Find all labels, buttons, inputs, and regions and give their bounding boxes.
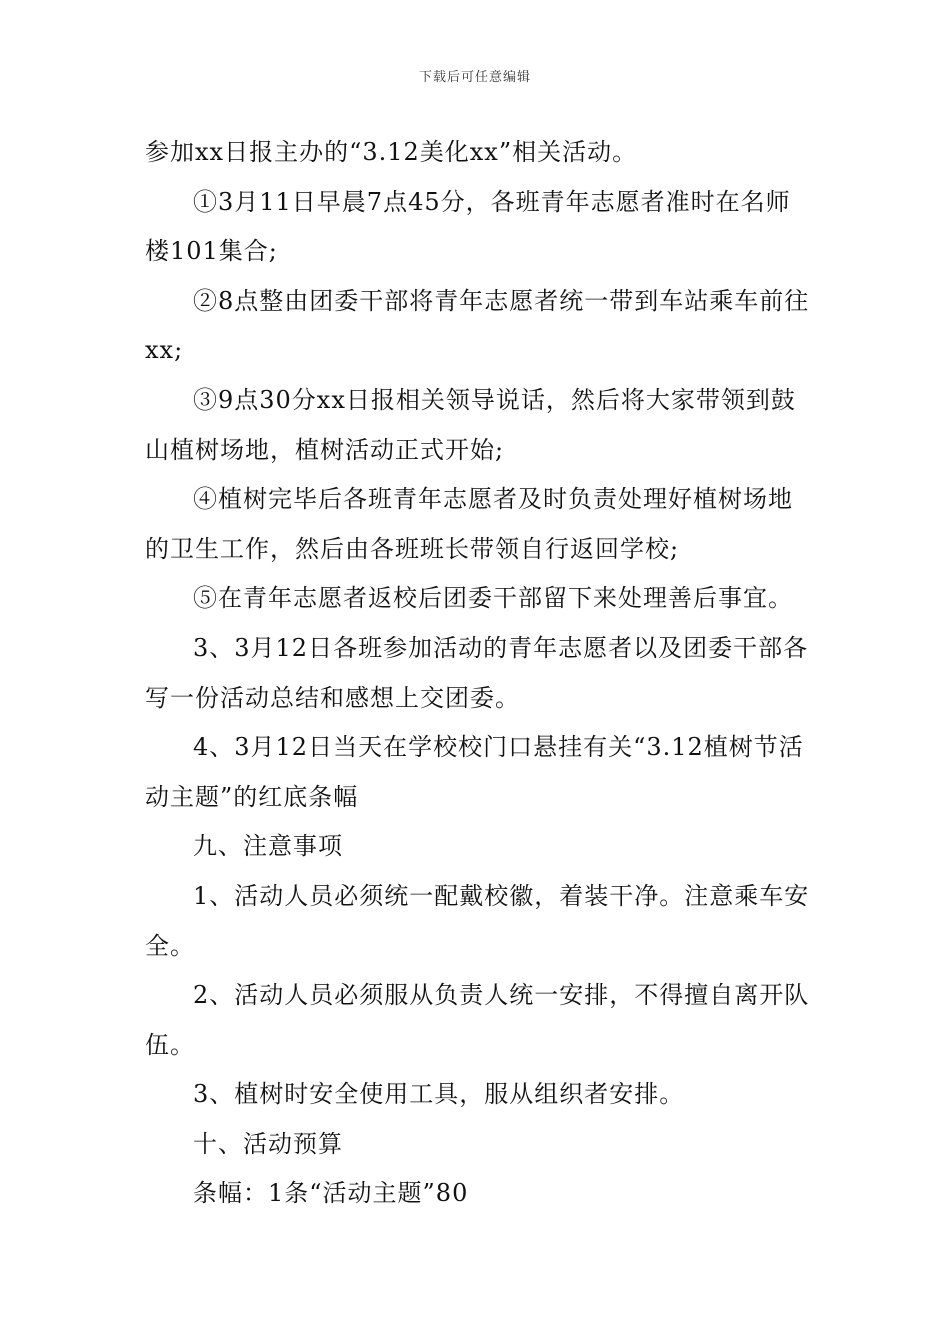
paragraph-step-2: ②8点整由团委干部将青年志愿者统一带到车站乘车前往xx; [145, 286, 810, 365]
paragraph-1: 参加xx日报主办的“3.12美化xx”相关活动。 [145, 138, 638, 166]
section-heading-notes: 九、注意事项 [193, 832, 343, 861]
paragraph-item-3: 3、3月12日各班参加活动的青年志愿者以及团委干部各写一份活动总结和感想上交团委。 [145, 633, 809, 712]
page-header: 下载后可任意编辑 [418, 70, 531, 85]
paragraph-budget-banner: 条幅：1条“活动主题”80 [193, 1179, 469, 1208]
paragraph-step-5: ⑤在青年志愿者返校后团委干部留下来处理善后事宜。 [193, 584, 793, 613]
document-body [145, 128, 810, 1219]
paragraph-item-4: 4、3月12日当天在学校校门口悬挂有关“3.12植树节活动主题”的红底条幅 [145, 733, 804, 811]
paragraph-note-1: 1、活动人员必须统一配戴校徽，着装干净。注意乘车安全。 [145, 881, 810, 960]
paragraph-step-1: ①3月11日早晨7点45分，各班青年志愿者准时在名师楼101集合; [145, 187, 791, 266]
paragraph-step-4: ④植树完毕后各班青年志愿者及时负责处理好植树场地的卫生工作，然后由各班班长带领自行返回学校; [145, 485, 793, 563]
paragraph-note-3: 3、植树时安全使用工具，服从组织者安排。 [193, 1080, 685, 1109]
paragraph-step-3: ③9点30分xx日报相关领导说话，然后将大家带领到鼓山植树场地，植树活动正式开始; [145, 385, 796, 464]
section-heading-budget: 十、活动预算 [193, 1129, 343, 1158]
paragraph-note-2: 2、活动人员必须服从负责人统一安排，不得擅自离开队伍。 [145, 981, 810, 1059]
